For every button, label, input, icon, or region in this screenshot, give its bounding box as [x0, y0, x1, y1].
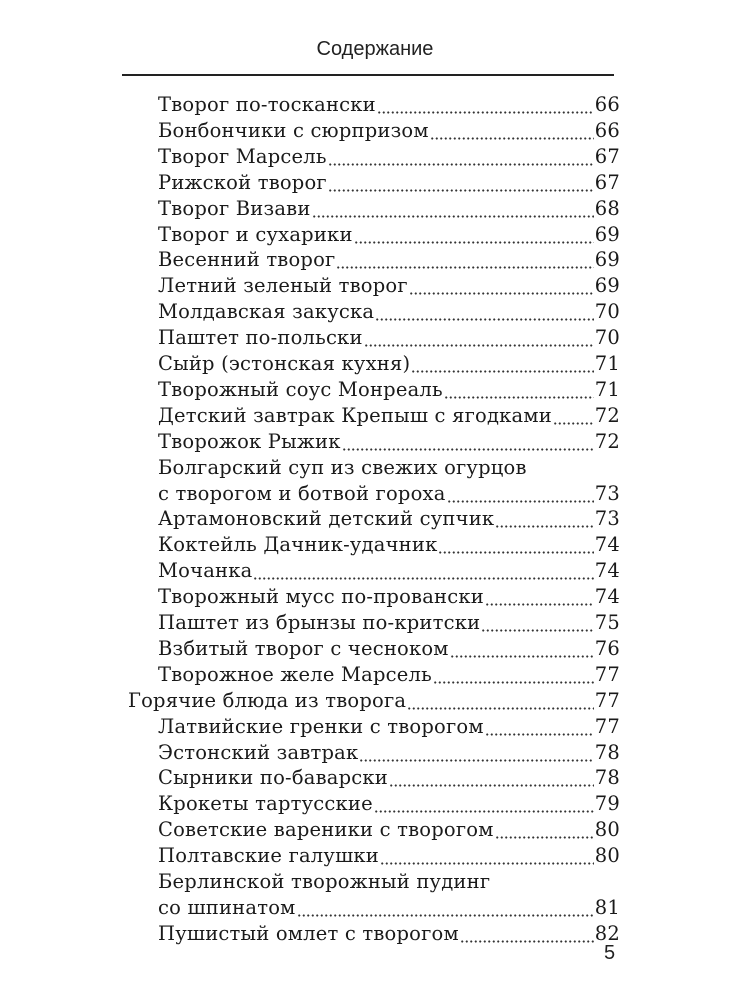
toc-entry-page: 67 — [594, 170, 620, 194]
toc-leader-dots — [485, 584, 594, 610]
toc-entry — [158, 662, 620, 688]
toc-entry-page: 67 — [594, 144, 620, 168]
toc-entry-page: 71 — [594, 377, 620, 401]
toc-leader-dots — [553, 403, 594, 429]
toc-entry-title: Весенний творог — [158, 248, 336, 272]
toc-entry-title: Творожный соус Монреаль — [158, 377, 443, 401]
toc-entry-page: 69 — [594, 274, 620, 298]
toc-entry — [158, 403, 620, 429]
toc-entry-title: Молдавская закуска — [158, 300, 375, 324]
toc-entry — [158, 377, 620, 403]
toc-entry-title: Рижской творог — [158, 170, 327, 194]
toc-entry-page: 78 — [594, 740, 620, 764]
toc-leader-dots — [495, 506, 593, 532]
toc-leader-dots — [409, 273, 594, 299]
toc-entry-page: 81 — [594, 895, 620, 919]
toc-entry — [158, 222, 620, 248]
toc-entry-title: Паштет по-польски — [158, 326, 363, 350]
toc-entry-page: 75 — [594, 611, 620, 634]
toc-entry-title: Мочанка — [158, 559, 253, 583]
toc-entry — [158, 817, 620, 843]
toc-entry — [158, 247, 620, 273]
toc-entry — [158, 532, 620, 558]
toc-entry — [158, 92, 620, 118]
toc-entry-page: 72 — [594, 429, 620, 453]
toc-entry-title: Творог Марсель — [158, 144, 327, 168]
toc-leader-dots — [481, 610, 593, 636]
toc-entry — [158, 325, 620, 351]
toc-entry-title: Латвийские гренки с творогом — [158, 714, 484, 738]
toc-entry — [158, 299, 620, 325]
toc-entry-page: 76 — [594, 636, 620, 660]
toc-entry-title: Творожный мусс по-провански — [158, 585, 484, 609]
toc-leader-dots — [433, 662, 594, 688]
toc-entry-page: 78 — [594, 766, 620, 790]
toc-leader-dots — [407, 688, 594, 714]
toc-entry-title: Творог Визави — [158, 196, 311, 220]
toc-entry-page: 69 — [594, 222, 620, 246]
toc-leader-dots — [328, 144, 594, 170]
toc-entry — [158, 196, 620, 222]
toc-leader-dots — [438, 532, 593, 558]
toc-entry-title: Советские вареники с творогом — [158, 818, 494, 842]
toc-leader-dots — [430, 118, 594, 144]
toc-entry-title: Болгарский суп из свежих огурцов — [158, 455, 527, 479]
toc-entry — [158, 714, 620, 740]
toc-entry-page: 72 — [594, 403, 620, 427]
toc-entry-page: 73 — [594, 481, 620, 505]
toc-entry-page: 68 — [594, 196, 620, 220]
toc-entry-page: 77 — [594, 662, 620, 686]
toc-entry — [158, 144, 620, 170]
toc-entry-title: Коктейль Дачник-удачник — [158, 533, 438, 557]
toc-entry-page: 66 — [594, 93, 620, 116]
toc-entry-title: Горячие блюда из творога — [128, 688, 407, 712]
toc-entry — [158, 455, 620, 481]
toc-entry-page: 74 — [594, 585, 620, 609]
toc-leader-dots — [336, 247, 593, 273]
toc-entry-title: Берлинской творожный пудинг — [158, 870, 491, 893]
toc-section-entry — [128, 688, 620, 714]
toc-entry-title: Творог и сухарики — [158, 222, 353, 246]
toc-entry — [158, 506, 620, 532]
toc-entry-title: Артамоновский детский супчик — [158, 507, 495, 531]
toc-leader-dots — [364, 325, 594, 351]
toc-leader-dots — [312, 196, 594, 222]
toc-leader-dots — [374, 791, 594, 817]
toc-entry-title: Полтавские галушки — [158, 844, 379, 868]
toc-entry-title: с творогом и ботвой гороха — [158, 481, 446, 505]
toc-leader-dots — [375, 299, 594, 325]
toc-leader-dots — [495, 817, 594, 843]
toc-entry-page: 70 — [594, 326, 620, 350]
toc-entry-title: Паштет из брынзы по-критски — [158, 611, 481, 634]
toc-leader-dots — [380, 843, 594, 869]
toc-entry — [158, 273, 620, 299]
toc-leader-dots — [253, 558, 593, 584]
toc-entry-title: со шпинатом — [158, 895, 296, 919]
toc-entry-page: 69 — [594, 248, 620, 272]
toc-leader-dots — [447, 481, 594, 507]
toc-entry — [158, 869, 620, 895]
toc-entry-title: Детский завтрак Крепыш с ягодками — [158, 403, 552, 427]
toc-entry-page: 74 — [594, 559, 620, 583]
toc-entry — [158, 636, 620, 662]
toc-entry-title: Эстонский завтрак — [158, 740, 359, 764]
toc-entry-page: 66 — [594, 118, 620, 142]
toc-entry-page: 80 — [594, 844, 620, 868]
toc-entry — [158, 584, 620, 610]
toc-entry — [158, 170, 620, 196]
toc-entry-title: Творожное желе Марсель — [158, 662, 432, 686]
header-rule — [122, 74, 614, 76]
toc-leader-dots — [444, 377, 594, 403]
toc-leader-dots — [359, 740, 593, 766]
page-number: 5 — [604, 942, 616, 964]
toc-entry — [158, 558, 620, 584]
toc-entry — [158, 610, 620, 636]
toc-leader-dots — [411, 351, 593, 377]
toc-entry-page: 77 — [594, 688, 620, 712]
toc-leader-dots — [297, 895, 594, 921]
toc-entry-page: 74 — [594, 533, 620, 557]
toc-entry-page: 82 — [594, 921, 620, 945]
toc-entry-title: Творог по-тоскански — [158, 93, 376, 116]
toc-entry-page: 77 — [594, 714, 620, 738]
toc-entry — [158, 921, 620, 947]
toc-entry — [158, 843, 620, 869]
toc-entry-title: Пушистый омлет с творогом — [158, 921, 459, 945]
toc-entry — [158, 791, 620, 817]
toc-entry-title: Творожок Рыжик — [158, 429, 341, 453]
toc-entry-title: Бонбончики с сюрпризом — [158, 118, 429, 142]
toc-entry — [158, 740, 620, 766]
toc-entry-title: Сырники по-баварски — [158, 766, 388, 790]
toc-entry-title: Крокеты тартусские — [158, 792, 373, 816]
toc-entry-page: 71 — [594, 352, 620, 375]
toc-entry — [158, 118, 620, 144]
toc-entry-title: Сыйр (эстонская кухня) — [158, 352, 411, 375]
toc-entry-page: 80 — [594, 818, 620, 842]
toc-entry — [158, 895, 620, 921]
toc-leader-dots — [460, 921, 594, 947]
toc-entry — [158, 429, 620, 455]
toc-entry-page: 73 — [594, 507, 620, 531]
toc-entry-page: 79 — [594, 792, 620, 816]
toc-entry — [158, 765, 620, 791]
toc-entry-title: Взбитый творог с чесноком — [158, 636, 449, 660]
toc-leader-dots — [485, 714, 594, 740]
toc-leader-dots — [328, 170, 594, 196]
toc-entry — [158, 351, 620, 377]
toc-entry-title: Летний зеленый творог — [158, 274, 408, 298]
running-header: Содержание — [316, 38, 434, 60]
toc-leader-dots — [389, 765, 594, 791]
toc-leader-dots — [354, 222, 594, 248]
toc-leader-dots — [342, 429, 594, 455]
toc-leader-dots — [450, 636, 594, 662]
toc-leader-dots — [377, 92, 594, 118]
toc-entry — [158, 481, 620, 507]
toc-entry-page: 70 — [594, 300, 620, 324]
